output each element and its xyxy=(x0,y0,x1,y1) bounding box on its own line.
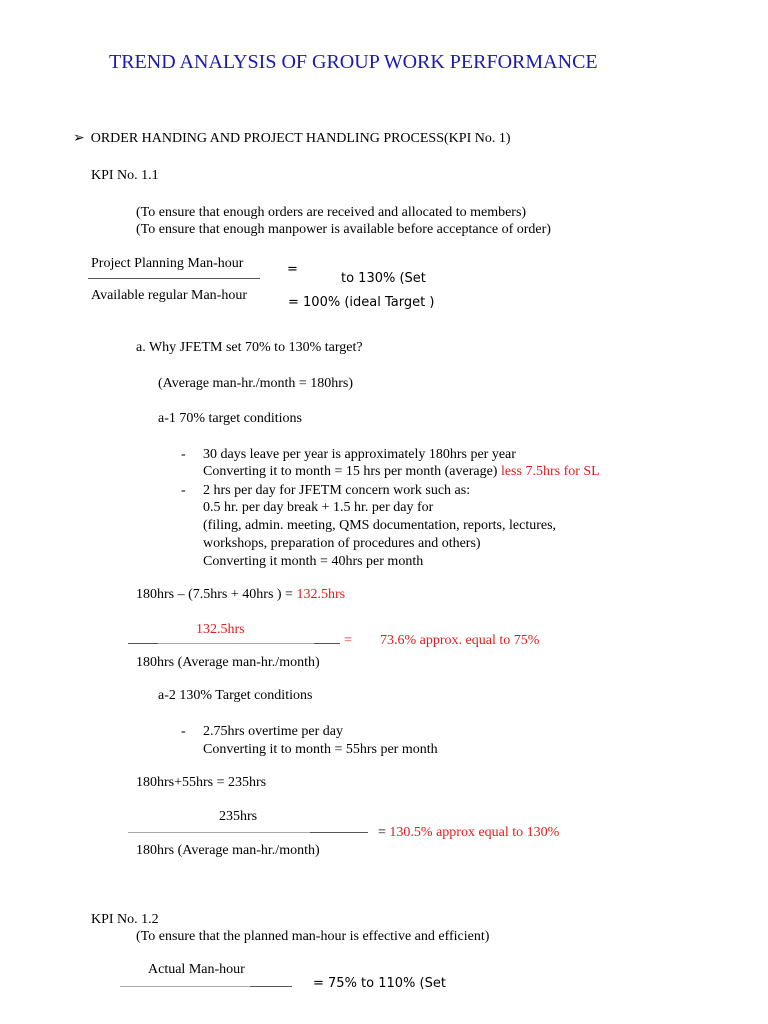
section-heading xyxy=(73,130,511,147)
why-heading: a. Why JFETM set 70% to 130% target? xyxy=(136,340,363,355)
calculation: 180hrs+55hrs = 235hrs xyxy=(136,775,267,790)
fraction-line xyxy=(120,986,250,987)
fraction-denominator: 180hrs (Average man-hr./month) xyxy=(136,843,320,858)
fraction-line xyxy=(128,832,310,833)
equals-sign: = xyxy=(378,825,390,840)
fraction-line xyxy=(128,643,158,644)
condition-text-black: Converting it to month = 15 hrs per month (average) xyxy=(203,464,501,479)
condition-text-red: less 7.5hrs for SL xyxy=(500,464,600,479)
average-note: (Average man-hr./month = 180hrs) xyxy=(158,376,354,391)
condition-text: 30 days leave per year is approximately 180hrs per year xyxy=(203,447,516,462)
equals-sign: = xyxy=(344,633,352,648)
page-title: TREND ANALYSIS OF GROUP WORK PERFORMANCE xyxy=(109,51,598,73)
calculation-outcome: 73.6% approx. equal to 75% xyxy=(380,633,540,648)
fraction-numerator: Actual Man-hour xyxy=(148,962,245,977)
kpi-label: KPI No. 1.1 xyxy=(91,168,159,183)
dash-bullet: - xyxy=(181,724,186,739)
fraction-denominator: Available regular Man-hour xyxy=(91,288,248,303)
arrow-bullet-icon: ➢ xyxy=(73,131,85,146)
condition-text: Converting it month = 40hrs per month xyxy=(203,554,424,569)
target-range: = 75% to 110% (Set xyxy=(313,976,446,991)
condition-text: workshops, preparation of procedures and others) xyxy=(203,536,481,551)
dash-bullet: - xyxy=(181,447,186,462)
kpi-purpose: (To ensure that the planned man-hour is effective and efficient) xyxy=(136,929,490,944)
fraction-numerator: 235hrs xyxy=(219,809,258,824)
condition-text xyxy=(203,463,600,480)
a2-heading: a-2 130% Target conditions xyxy=(158,688,313,703)
calculation-result: 132.5hrs xyxy=(296,587,346,602)
a1-heading: a-1 70% target conditions xyxy=(158,411,302,426)
kpi-label: KPI No. 1.2 xyxy=(91,912,159,927)
condition-text: (filing, admin. meeting, QMS documentation, reports, lectures, xyxy=(203,518,557,533)
fraction-numerator: 132.5hrs xyxy=(196,622,245,637)
condition-text: 2.75hrs overtime per day xyxy=(203,724,343,739)
calculation-outcome xyxy=(378,824,559,841)
ideal-target: = 100% (ideal Target ) xyxy=(288,295,435,310)
kpi-purpose: (To ensure that enough orders are received and allocated to members) xyxy=(136,205,527,220)
condition-text: 0.5 hr. per day break + 1.5 hr. per day for xyxy=(203,500,434,515)
calculation xyxy=(136,586,345,603)
fraction-line xyxy=(310,832,368,833)
calculation-expr: 180hrs – (7.5hrs + 40hrs ) = xyxy=(136,587,297,602)
fraction-numerator: Project Planning Man-hour xyxy=(91,256,244,271)
condition-text: 2 hrs per day for JFETM concern work such as: xyxy=(203,483,471,498)
fraction-line xyxy=(88,278,260,279)
equals-sign: = xyxy=(287,262,298,277)
kpi-purpose: (To ensure that enough manpower is available before acceptance of order) xyxy=(136,222,551,237)
calculation-outcome-red: 130.5% approx equal to 130% xyxy=(389,825,560,840)
fraction-line xyxy=(314,643,340,644)
condition-text: Converting it to month = 55hrs per month xyxy=(203,742,438,757)
fraction-denominator: 180hrs (Average man-hr./month) xyxy=(136,655,320,670)
dash-bullet: - xyxy=(181,483,186,498)
target-range: to 130% (Set xyxy=(341,271,426,286)
section-heading-text: ORDER HANDING AND PROJECT HANDLING PROCESS(KPI No. 1) xyxy=(90,131,511,146)
fraction-line xyxy=(250,986,292,987)
fraction-line xyxy=(158,643,314,644)
